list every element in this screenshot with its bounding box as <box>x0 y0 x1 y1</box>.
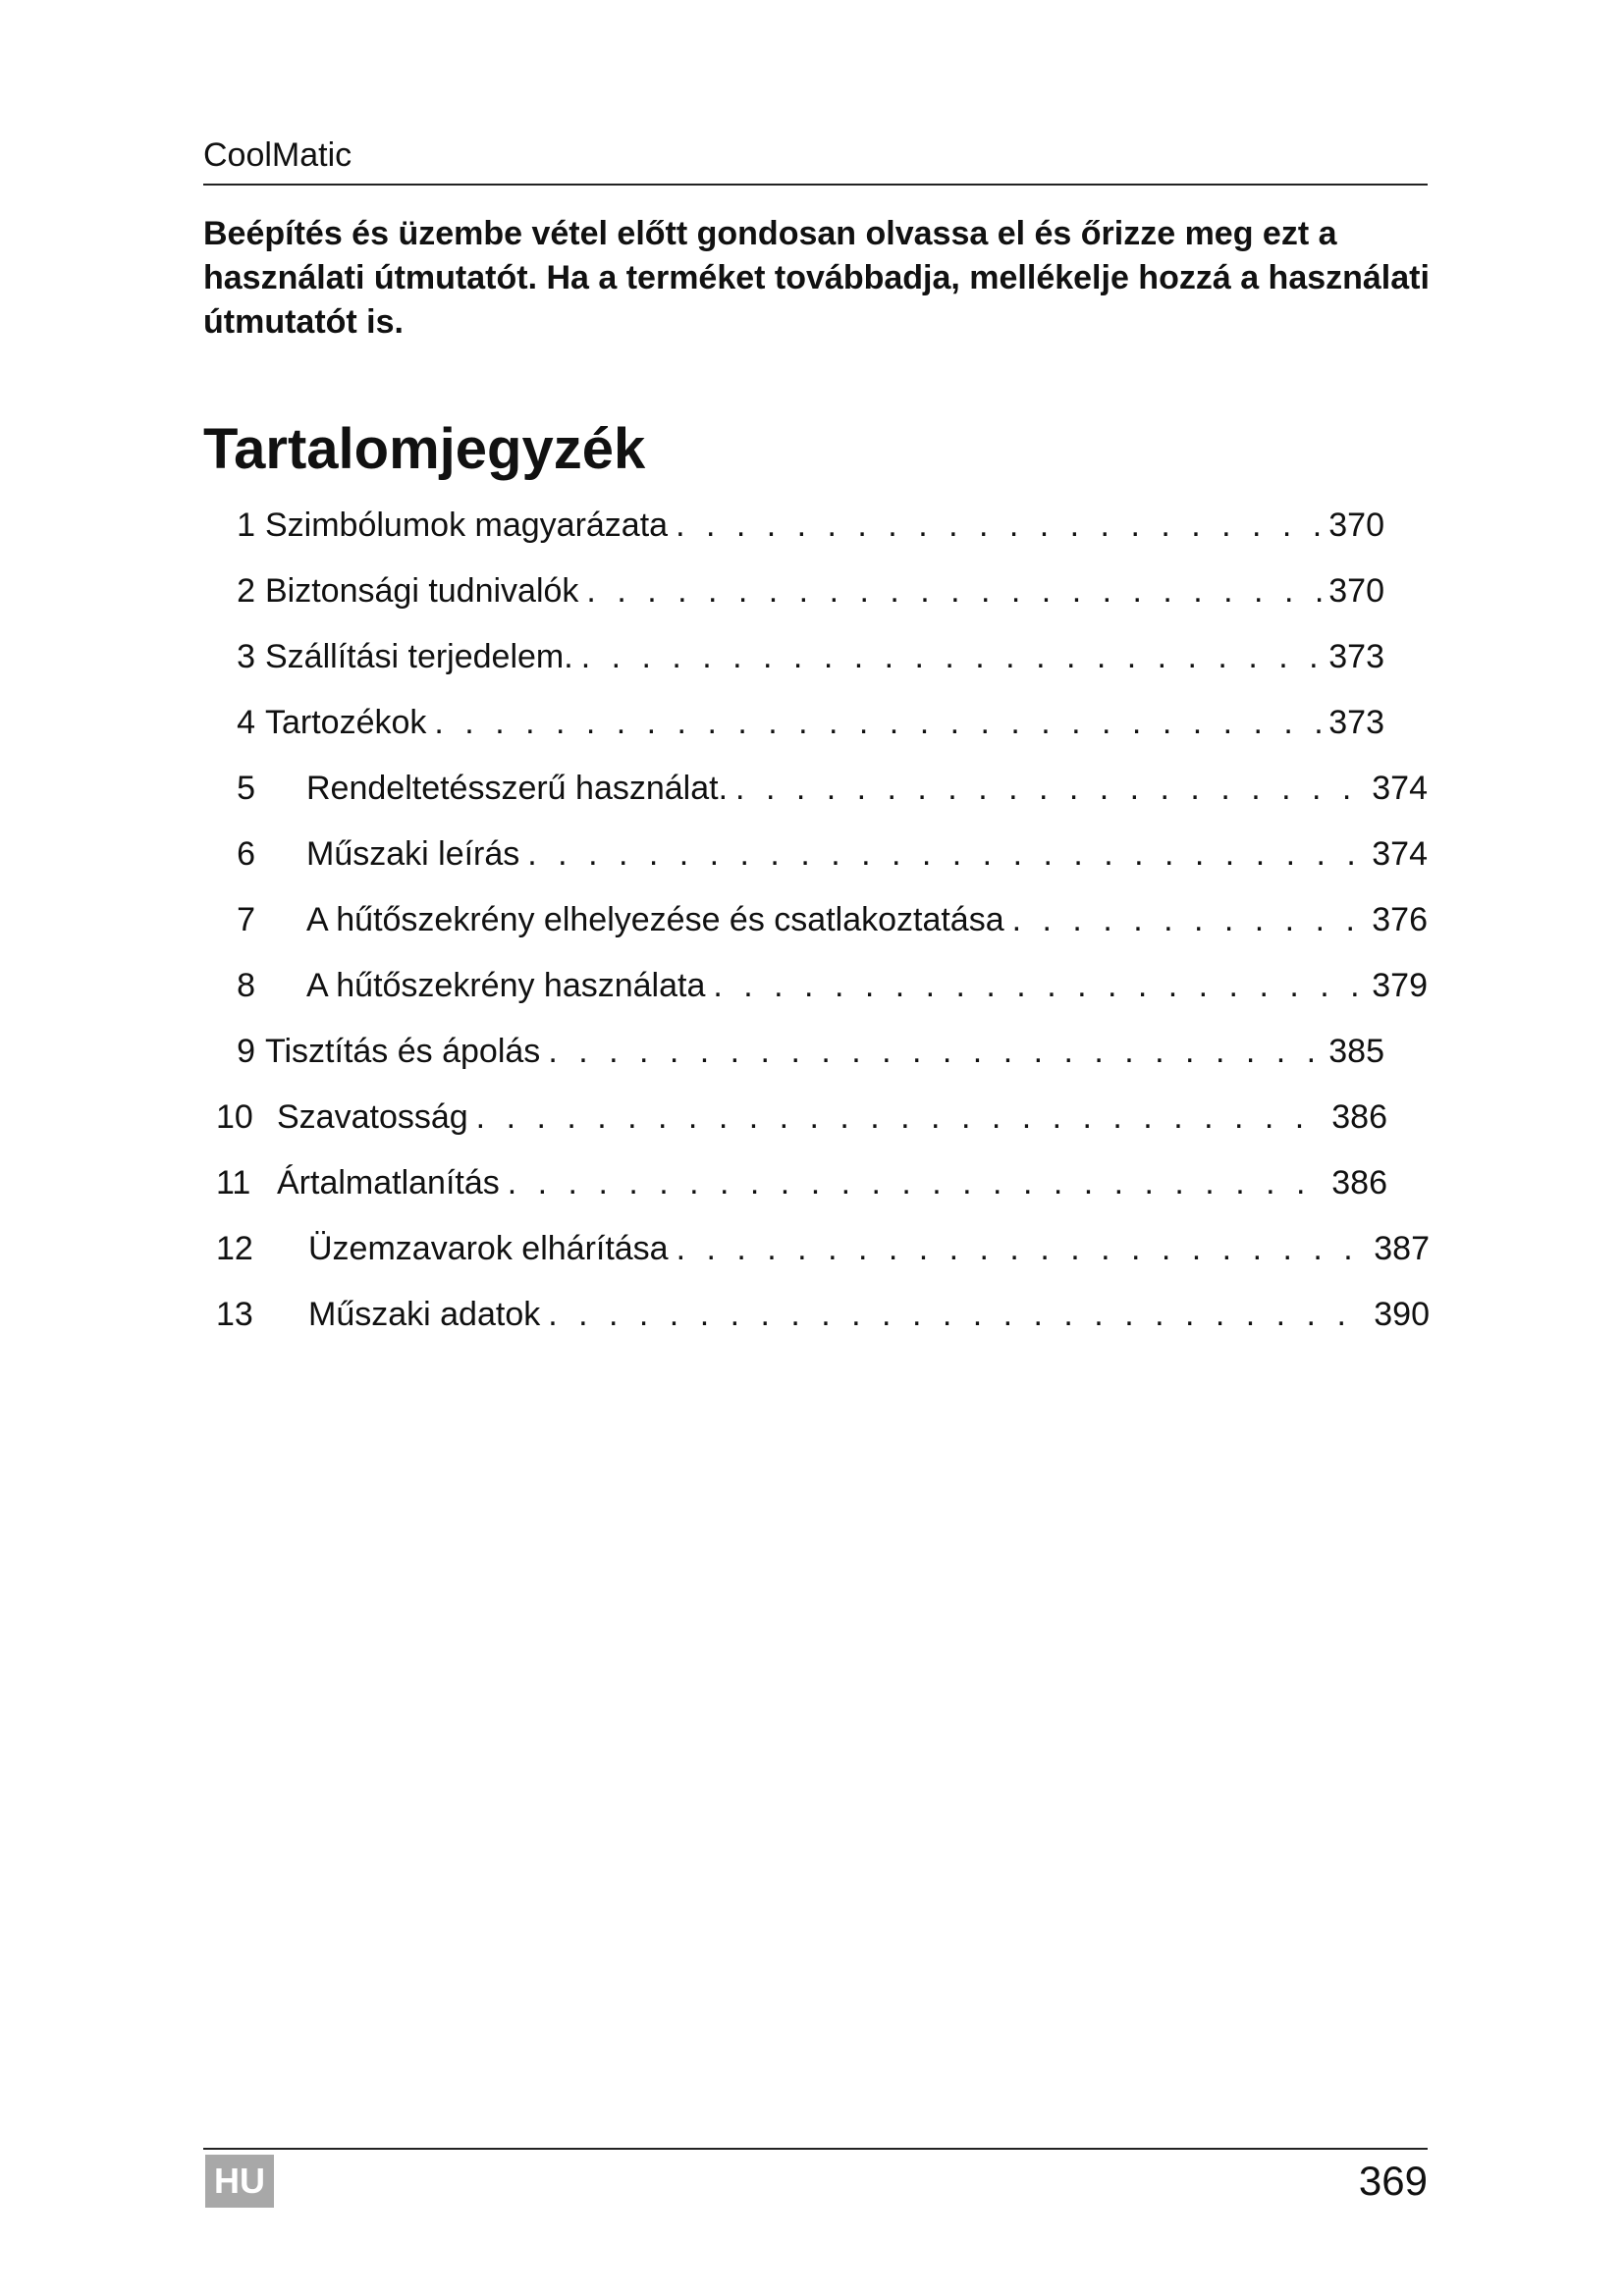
toc-entry-3[interactable] <box>216 635 1384 678</box>
toc-entry-10[interactable] <box>216 1095 1387 1139</box>
toc-entry-number: 10 <box>216 1098 253 1136</box>
toc-entry-title: A hűtőszekrény használata <box>306 967 706 1004</box>
toc-entry-page: 379 <box>1372 967 1428 1004</box>
toc-entry-page: 376 <box>1372 901 1428 938</box>
toc-dot-leader <box>676 504 1325 547</box>
document-header-title: CoolMatic <box>203 136 352 174</box>
toc-entry-title: Rendeltetésszerű használat. <box>306 770 729 807</box>
toc-dot-leader <box>434 701 1325 744</box>
intro-notice: Beépítés és üzembe vétel előtt gondosan olvassa el és őrizze meg ezt a használati útmutatót. Ha a terméket továbbadja, mellékelje hozzá a használati útmutatót is. <box>203 215 1430 341</box>
toc-entry-4[interactable] <box>216 701 1384 744</box>
toc-dot-leader <box>548 1030 1325 1073</box>
toc-entry-number: 3 <box>237 638 255 675</box>
toc-entry-title: Szimbólumok magyarázata <box>265 507 669 544</box>
toc-entry-9[interactable] <box>216 1030 1384 1073</box>
toc-entry-title: Ártalmatlanítás <box>277 1164 500 1201</box>
toc-dot-leader <box>713 964 1368 1007</box>
toc-dot-leader <box>527 832 1368 876</box>
toc-entry-number: 11 <box>216 1164 251 1201</box>
toc-entry-page: 373 <box>1328 704 1384 741</box>
toc-entry-page: 386 <box>1331 1098 1387 1136</box>
toc-entry-5[interactable] <box>216 767 1428 810</box>
toc-entry-page: 386 <box>1331 1164 1387 1201</box>
toc-entry-page: 374 <box>1372 770 1428 807</box>
toc-entry-number: 13 <box>216 1296 253 1333</box>
toc-entry-title: Tartozékok <box>265 704 427 741</box>
toc-entry-title: Műszaki leírás <box>306 835 520 873</box>
toc-dot-leader <box>508 1161 1328 1204</box>
toc-entry-page: 373 <box>1328 638 1384 675</box>
toc-entry-page: 370 <box>1328 507 1384 544</box>
header-divider <box>203 184 1428 186</box>
toc-entry-page: 370 <box>1328 572 1384 610</box>
toc-entry-13[interactable] <box>216 1293 1430 1336</box>
toc-entry-page: 385 <box>1328 1033 1384 1070</box>
toc-entry-6[interactable] <box>216 832 1428 876</box>
toc-dot-leader <box>581 635 1326 678</box>
toc-entry-number: 8 <box>237 967 255 1004</box>
toc-entry-title: Üzemzavarok elhárítása <box>308 1230 669 1267</box>
page-number: 369 <box>1358 2158 1428 2204</box>
toc-entry-title: Szavatosság <box>277 1098 468 1136</box>
toc-dot-leader <box>677 1227 1371 1270</box>
language-badge: HU <box>205 2155 274 2208</box>
toc-entry-11[interactable] <box>216 1161 1387 1204</box>
toc-dot-leader <box>1012 898 1369 941</box>
toc-entry-8[interactable] <box>216 964 1428 1007</box>
toc-entry-12[interactable] <box>216 1227 1430 1270</box>
toc-entry-page: 390 <box>1374 1296 1430 1333</box>
toc-entry-number: 6 <box>237 835 255 873</box>
toc-entry-1[interactable] <box>216 504 1384 547</box>
toc-entry-page: 387 <box>1374 1230 1430 1267</box>
toc-entry-7[interactable] <box>216 898 1428 941</box>
toc-entry-number: 7 <box>237 901 255 938</box>
toc-entry-title: A hűtőszekrény elhelyezése és csatlakoztatása <box>306 901 1004 938</box>
toc-entry-number: 12 <box>216 1230 253 1267</box>
toc-entry-title: Tisztítás és ápolás <box>265 1033 541 1070</box>
toc-dot-leader <box>586 569 1325 613</box>
toc-entry-2[interactable] <box>216 569 1384 613</box>
toc-entry-page: 374 <box>1372 835 1428 873</box>
toc-entry-title: Szállítási terjedelem. <box>265 638 573 675</box>
toc-dot-leader <box>476 1095 1328 1139</box>
toc-entry-number: 5 <box>237 770 255 807</box>
toc-heading: Tartalomjegyzék <box>203 417 646 481</box>
toc-dot-leader <box>548 1293 1370 1336</box>
toc-entry-number: 1 <box>237 507 255 544</box>
toc-entry-number: 4 <box>237 704 255 741</box>
toc-dot-leader <box>735 767 1368 810</box>
toc-entry-number: 9 <box>237 1033 255 1070</box>
footer-divider <box>203 2148 1428 2150</box>
toc-entry-title: Műszaki adatok <box>308 1296 541 1333</box>
toc-entry-title: Biztonsági tudnivalók <box>265 572 579 610</box>
toc-entry-number: 2 <box>237 572 255 610</box>
